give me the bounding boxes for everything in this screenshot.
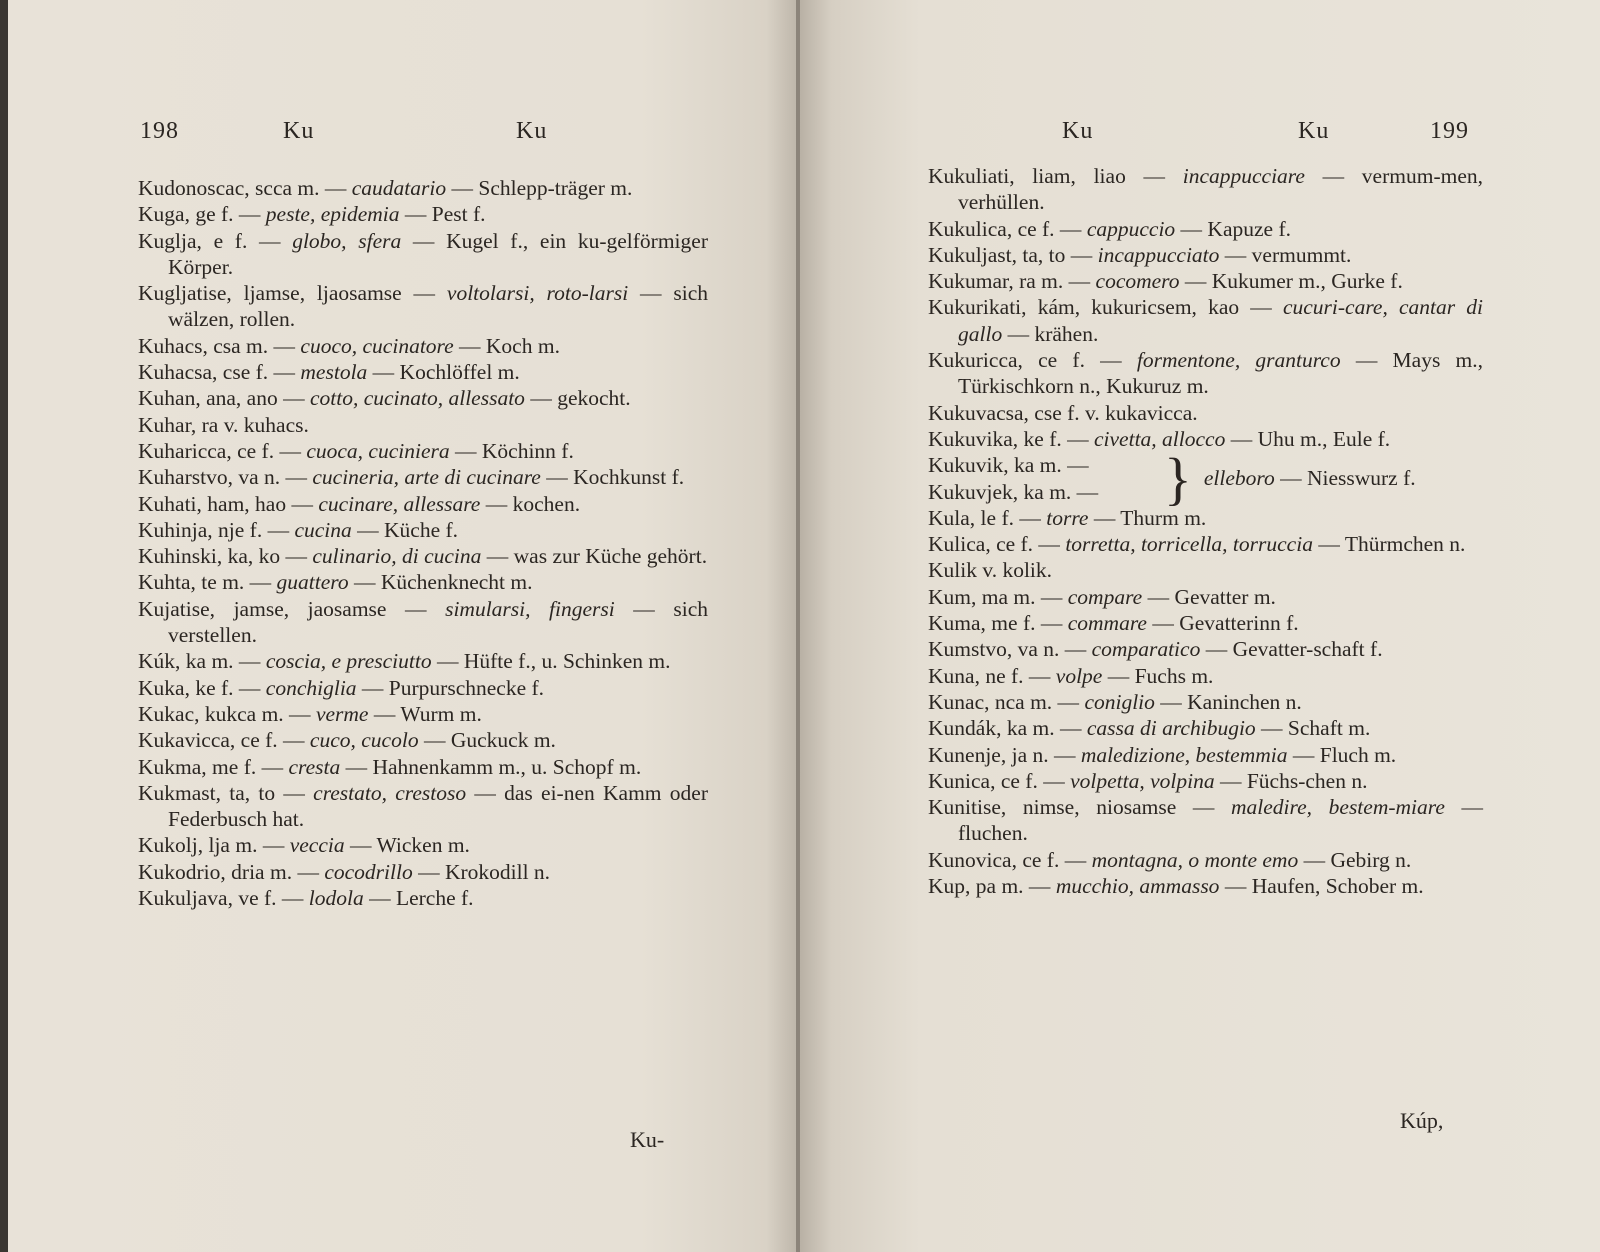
entry-head: Kuhan — [138, 386, 196, 411]
dictionary-entry — [138, 491, 708, 517]
brace: } — [1164, 445, 1192, 511]
entry-head: Kukuljava — [138, 886, 228, 911]
entry-head: Kukodrio — [138, 859, 221, 884]
entry-grammar: , ljamse, ljaosamse — — [226, 281, 447, 306]
right-page — [800, 0, 1600, 1252]
german-gloss: — Guckuck m. — [418, 728, 556, 753]
dictionary-entry — [928, 268, 1483, 294]
entry-grammar: , va n. — — [1006, 637, 1092, 662]
entry-grammar: , le f. — — [969, 505, 1047, 530]
entry-head: Kuhinski — [138, 544, 217, 569]
entry-head: Kukuvika — [928, 426, 1013, 451]
dictionary-entry — [928, 742, 1483, 768]
entry-head: Kum — [928, 584, 971, 609]
italian-gloss: comparatico — [1091, 637, 1201, 662]
italian-gloss: cucineria, arte di cucinare — [312, 465, 541, 490]
dictionary-entry — [138, 385, 708, 411]
italian-gloss: veccia — [289, 833, 345, 858]
italian-gloss: cocomero — [1095, 269, 1180, 294]
dictionary-entry — [138, 333, 708, 359]
entry-grammar: , nimse, niosamse — — [1000, 795, 1232, 820]
german-gloss: — Uhu m., Eule f. — [1225, 426, 1391, 451]
dictionary-entry — [138, 596, 708, 649]
entry-head: Kuga — [138, 202, 185, 227]
page-number: 198 — [140, 118, 179, 144]
italian-gloss: cucuri-care, cantar di gallo — [958, 295, 1483, 346]
italian-gloss: mestola — [300, 360, 368, 385]
italian-gloss: culinario, di cucina — [312, 544, 482, 569]
entry-head: Kukurikati — [928, 295, 1022, 320]
german-gloss: — Kochkunst f. — [540, 465, 685, 490]
entry-grammar: , ke f. — — [1012, 426, 1094, 451]
entry-head: Kunovica — [928, 847, 1012, 872]
entry-head: Kukuliati — [928, 164, 1010, 188]
entry-grammar: , ka, ko — — [216, 544, 313, 569]
entry-grammar: , ka m. — — [175, 649, 266, 674]
left-page — [8, 0, 798, 1252]
dictionary-entry — [928, 610, 1483, 636]
german-gloss: — Fluch m. — [1287, 742, 1397, 767]
italian-gloss: caudatario — [351, 176, 447, 200]
entry-grammar: , ce f. — — [990, 768, 1071, 793]
italian-gloss: maledizione, bestemmia — [1080, 742, 1288, 767]
dictionary-entry — [138, 228, 708, 281]
dictionary-entry — [928, 689, 1483, 715]
dictionary-entry — [928, 426, 1483, 452]
entry-head: Kúk — [138, 649, 176, 674]
entry-head: Kukuvik, ka m. — — [928, 453, 1089, 478]
entry-grammar: , e f. — — [196, 228, 293, 253]
dictionary-entry — [928, 347, 1483, 400]
entry-head: Kukumar — [928, 269, 1009, 294]
entry-head: Kunitise — [928, 795, 1001, 820]
running-header-left: Ku — [1062, 118, 1094, 144]
dictionary-entry — [928, 242, 1483, 268]
entry-head: Kunac — [928, 689, 985, 714]
entry-head: Kuna — [928, 663, 975, 688]
italian-gloss: torretta, torricella, torruccia — [1065, 532, 1313, 557]
italian-gloss: compare — [1067, 584, 1143, 609]
italian-gloss: verme — [315, 701, 369, 726]
entry-head: Kuhati — [138, 491, 197, 516]
entry-grammar: v. kolik. — [976, 558, 1053, 583]
entry-head: Kuhta — [138, 570, 191, 595]
german-gloss: — Pest f. — [399, 202, 486, 227]
italian-gloss: peste, epidemia — [265, 202, 400, 227]
entry-grammar: , ce f. — — [1017, 348, 1137, 373]
german-gloss: — Purpurschnecke f. — [356, 675, 545, 700]
dictionary-entry — [928, 584, 1483, 610]
entry-grammar: , jamse, jaosamse — — [209, 596, 446, 621]
entry-grammar: , kukca m. — — [194, 701, 316, 726]
italian-gloss: commare — [1067, 611, 1147, 636]
entry-head: Kula — [928, 505, 970, 530]
entry-head: Kukuricca — [928, 348, 1018, 373]
italian-gloss: maledire, bestem-miare — [1231, 795, 1445, 820]
german-gloss: — Krokodill n. — [412, 859, 551, 884]
entry-head: Kup — [928, 874, 966, 899]
italian-gloss: globo, sfera — [292, 228, 402, 253]
entry-head: Kuhar — [138, 412, 191, 437]
italian-gloss: cucinare, allessare — [318, 491, 481, 516]
entry-head: Kugljatise — [138, 281, 227, 306]
german-gloss: — Schaft m. — [1255, 716, 1371, 741]
italian-gloss: mucchio, ammasso — [1055, 874, 1220, 899]
italian-gloss: cuco, cucolo — [309, 728, 419, 753]
dictionary-entry — [138, 727, 708, 753]
entry-grammar: , csa m. — — [202, 333, 301, 358]
italian-gloss: volpetta, volpina — [1070, 768, 1215, 793]
entry-grammar: , ce f. — — [1011, 847, 1092, 872]
dictionary-entry — [928, 715, 1483, 741]
italian-gloss: conchiglia — [265, 675, 357, 700]
running-header-left: Ku — [283, 118, 315, 144]
dictionary-entries — [928, 163, 1483, 899]
dictionary-entries — [138, 175, 708, 911]
entry-grammar: , nca m. — — [984, 689, 1085, 714]
entry-grammar: , nje f. — — [207, 517, 295, 542]
entry-grammar: , lja m. — — [197, 833, 290, 858]
entry-head: Kuhacsa — [138, 360, 213, 385]
catchword: Ku- — [630, 1127, 665, 1152]
german-gloss: — das ei-nen Kamm oder Federbusch hat. — [168, 780, 708, 832]
italian-gloss: simularsi, fingersi — [445, 596, 615, 621]
german-gloss: — Gebirg n. — [1298, 847, 1412, 872]
entry-grammar: , scca m. — — [244, 176, 352, 200]
bracketed-entry-pair — [928, 445, 1483, 511]
entry-grammar: , ne f. — — [974, 663, 1056, 688]
entry-head: Kukac — [138, 701, 195, 726]
italian-gloss: cocodrillo — [324, 859, 413, 884]
italian-gloss: coniglio — [1084, 689, 1155, 714]
entry-head: Kukmast — [138, 780, 216, 805]
entry-head: Kuglja — [138, 228, 197, 253]
catchword: Kúp, — [1400, 1108, 1444, 1133]
entry-head: Kukavicca — [138, 728, 230, 753]
german-gloss: — Kugel f., ein ku-gelförmiger Körper. — [168, 228, 708, 279]
entry-grammar: , cse f. v. kukavicca. — [1023, 400, 1198, 425]
entry-grammar: , ke f. — — [184, 675, 266, 700]
dictionary-entry — [928, 400, 1483, 426]
italian-gloss: cresta — [288, 754, 341, 779]
entry-grammar: , te m. — — [190, 570, 277, 595]
german-gloss: — was zur Küche gehört. — [481, 544, 708, 569]
dictionary-entry — [928, 216, 1483, 242]
entry-head: Kulik — [928, 558, 977, 583]
german-gloss: — Haufen, Schober m. — [1219, 874, 1424, 899]
entry-head: Kukuljast — [928, 242, 1012, 267]
entry-grammar: , dria m. — — [220, 859, 325, 884]
italian-gloss: cotto, cucinato, allessato — [309, 386, 525, 411]
entry-grammar: , ve f. — — [227, 886, 309, 911]
dictionary-entry — [138, 412, 708, 438]
german-gloss: — Kukumer m., Gurke f. — [1179, 269, 1403, 294]
dictionary-entry — [928, 163, 1483, 216]
dictionary-entry — [928, 794, 1483, 847]
italian-gloss: cassa di archibugio — [1086, 716, 1256, 741]
german-gloss: — Kochlöffel m. — [367, 360, 520, 385]
dictionary-entry — [138, 859, 708, 885]
entry-head: Kuhacs — [138, 333, 203, 358]
entry-head: Kulica — [928, 532, 986, 557]
german-gloss: — Wicken m. — [344, 833, 470, 858]
entry-grammar: , ce f. — — [985, 532, 1066, 557]
italian-gloss: lodola — [308, 886, 364, 911]
german-gloss: — Lerche f. — [363, 886, 474, 911]
dictionary-entry — [138, 648, 708, 674]
dictionary-entry — [928, 294, 1483, 347]
german-gloss: — gekocht. — [524, 386, 631, 411]
entry-grammar: , ham, hao — — [196, 491, 319, 516]
dictionary-entry — [928, 531, 1483, 557]
german-gloss: — Wurm m. — [368, 701, 482, 726]
entry-grammar: , ta, to — — [1011, 242, 1098, 267]
entry-grammar: , pa m. — — [965, 874, 1056, 899]
dictionary-entry — [138, 885, 708, 911]
german-gloss: — kochen. — [480, 491, 581, 516]
italian-gloss: guattero — [276, 570, 349, 595]
german-gloss: — sich verstellen. — [168, 596, 708, 648]
italian-gloss: cuoca, cuciniera — [306, 438, 450, 463]
dictionary-entry — [138, 280, 708, 333]
german-gloss: — fluchen. — [958, 795, 1484, 846]
entry-grammar: , va n. — — [227, 465, 313, 490]
entry-head: Kuharstvo — [138, 465, 228, 490]
entry-head: Kukolj — [138, 833, 198, 858]
italian-gloss: coscia, e presciutto — [265, 649, 432, 674]
entry-head: Kumstvo — [928, 637, 1007, 662]
entry-head: Kuharicca — [138, 438, 227, 463]
entry-grammar: , ja n. — — [1000, 742, 1081, 767]
german-gloss: — Hahnenkamm m., u. Schopf m. — [340, 754, 642, 779]
dictionary-entry — [138, 780, 708, 833]
italian-gloss: incappucciare — [1182, 164, 1305, 188]
german-gloss: — krähen. — [1002, 321, 1099, 346]
entry-head: Kunica — [928, 768, 991, 793]
dictionary-entry — [138, 754, 708, 780]
dictionary-entry — [928, 557, 1483, 583]
entry-grammar: , ra m. — — [1008, 269, 1096, 294]
entry-head: Kunenje — [928, 742, 1001, 767]
german-gloss: — Gevatter-schaft f. — [1200, 637, 1383, 662]
dictionary-entry — [138, 543, 708, 569]
entry-head: Kukuvjek, ka m. — — [928, 479, 1099, 504]
german-gloss: — Hüfte f., u. Schinken m. — [431, 649, 671, 674]
entry-head: Kudonoscac — [138, 176, 245, 200]
italian-gloss: cucina — [294, 517, 352, 542]
german-gloss: — Küche f. — [351, 517, 459, 542]
italian-gloss: torre — [1046, 505, 1089, 530]
german-gloss: — Mays m., Türkischkorn n., Kukuruz m. — [958, 348, 1483, 399]
german-gloss: — Schlepp-träger m. — [446, 176, 633, 200]
running-header-right: Ku — [1298, 118, 1330, 144]
entry-grammar: , ra v. kuhacs. — [190, 412, 309, 437]
dictionary-entry — [928, 663, 1483, 689]
german-gloss: — Füchs-chen n. — [1214, 768, 1368, 793]
german-gloss: — Köchinn f. — [449, 438, 574, 463]
german-gloss: — Thürmchen n. — [1312, 532, 1466, 557]
entry-head: Kukuvacsa — [928, 400, 1024, 425]
dictionary-entry — [138, 517, 708, 543]
dictionary-entry — [138, 438, 708, 464]
dictionary-entry — [928, 636, 1483, 662]
entry-grammar: , ma m. — — [971, 584, 1068, 609]
italian-gloss: cuoco, cucinatore — [300, 333, 454, 358]
dictionary-entry — [138, 569, 708, 595]
entry-grammar: , ce f. — — [226, 438, 307, 463]
entry-grammar: , ana, ano — — [195, 386, 310, 411]
entry-head: Kukulica — [928, 216, 1007, 241]
italian-gloss: crestato, crestoso — [313, 780, 467, 805]
entry-head: Kuhinja — [138, 517, 208, 542]
italian-gloss: cappuccio — [1086, 216, 1176, 241]
italian-gloss: voltolarsi, roto-larsi — [446, 281, 629, 306]
german-gloss: — Fuchs m. — [1102, 663, 1214, 688]
german-gloss: — Niesswurz f. — [1274, 466, 1416, 491]
entry-grammar: , me f. — — [201, 754, 289, 779]
italian-gloss: incappucciato — [1097, 242, 1220, 267]
entry-grammar: , kám, kukuricsem, kao — — [1021, 295, 1283, 320]
entry-head: Kuma — [928, 611, 981, 636]
entry-grammar: , ce f. — — [1006, 216, 1087, 241]
german-gloss: — vermummt. — [1219, 242, 1352, 267]
entry-head: Kujatise — [138, 596, 210, 621]
italian-gloss: volpe — [1055, 663, 1103, 688]
entry-grammar: , ka m. — — [996, 716, 1087, 741]
entry-head: Kundák — [928, 716, 997, 741]
german-gloss: — Kaninchen n. — [1154, 689, 1302, 714]
dictionary-entry — [928, 873, 1483, 899]
entry-head: Kukma — [138, 754, 202, 779]
italian-gloss: montagna, o monte emo — [1091, 847, 1299, 872]
entry-grammar: , liam, liao — — [1009, 164, 1183, 188]
dictionary-entry — [138, 175, 708, 201]
entry-grammar: , cse f. — — [212, 360, 301, 385]
german-gloss: — sich wälzen, rollen. — [168, 281, 709, 332]
german-gloss: — Gevatter m. — [1142, 584, 1276, 609]
dictionary-entry — [138, 359, 708, 385]
dictionary-entry — [928, 847, 1483, 873]
german-gloss: — Küchenknecht m. — [348, 570, 533, 595]
german-gloss: — Koch m. — [453, 333, 560, 358]
entry-grammar: , me f. — — [980, 611, 1068, 636]
italian-gloss: elleboro — [1203, 466, 1275, 491]
italian-gloss: formentone, granturco — [1136, 348, 1341, 373]
dictionary-entry — [138, 675, 708, 701]
italian-gloss: civetta, allocco — [1094, 426, 1226, 451]
german-gloss: — Gevatterinn f. — [1146, 611, 1299, 636]
entry-head: Kuka — [138, 675, 185, 700]
german-gloss: — Thurm m. — [1088, 505, 1207, 530]
running-header-right: Ku — [516, 118, 548, 144]
german-gloss: — vermum-men, verhüllen. — [958, 164, 1484, 215]
german-gloss: — Kapuze f. — [1175, 216, 1291, 241]
dictionary-entry — [138, 832, 708, 858]
dictionary-entry — [138, 464, 708, 490]
dictionary-entry — [138, 701, 708, 727]
entry-grammar: , ge f. — — [184, 202, 266, 227]
page-number: 199 — [1430, 118, 1469, 144]
dictionary-entry — [138, 201, 708, 227]
dictionary-entry — [928, 768, 1483, 794]
entry-grammar: , ta, to — — [215, 780, 314, 805]
entry-grammar: , ce f. — — [229, 728, 310, 753]
dictionary-entry — [928, 505, 1483, 531]
